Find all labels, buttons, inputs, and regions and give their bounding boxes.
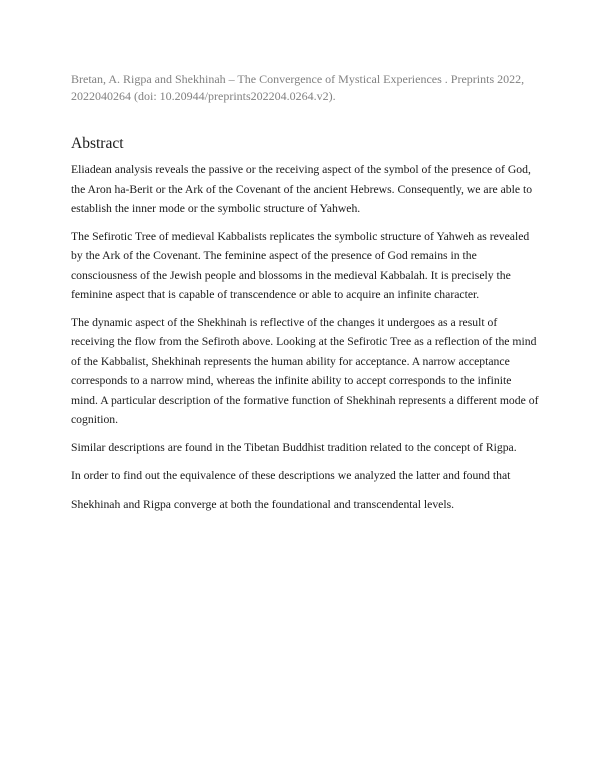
abstract-paragraph-3: The dynamic aspect of the Shekhinah is reflective of the changes it undergoes as a result of receiving the flow from the Sefiroth above. Looking at the Sefirotic Tree as a reflection of the mind of the Kabbalist, Shekhinah represents the human ability for acceptance. A narrow acceptance corresponds to a narrow mind, whereas the infinite ability to accept corresponds to the infinite mind. A particular description of the formative function of Shekhinah represents a different mode of cognition. bbox=[71, 315, 539, 426]
abstract-heading: Abstract bbox=[71, 135, 124, 152]
abstract-paragraph-2: The Sefirotic Tree of medieval Kabbalists replicates the symbolic structure of Yahweh as revealed by the Ark of the Covenant. The feminine aspect of the presence of God remains in the consciousness of the Jewish people and blossoms in the medieval Kabbalah. It is precisely the feminine aspect that is capable of transcendence or able to acquire an infinite character. bbox=[71, 229, 530, 301]
citation-header: Bretan, A. Rigpa and Shekhinah – The Convergence of Mystical Experiences . Preprints 2022, 2022040264 (doi: 10.20944/preprints202204.0264.v2). bbox=[71, 72, 525, 103]
abstract-body bbox=[71, 160, 541, 522]
abstract-paragraph-5: In order to find out the equivalence of these descriptions we analyzed the latter and found that bbox=[71, 469, 511, 482]
abstract-paragraph-4: Similar descriptions are found in the Tibetan Buddhist tradition related to the concept of Rigpa. bbox=[71, 440, 517, 454]
abstract-paragraph-6: Shekhinah and Rigpa converge at both the foundational and transcendental levels. bbox=[71, 497, 455, 511]
abstract-paragraph-1: Eliadean analysis reveals the passive or the receiving aspect of the symbol of the presence of God, the Aron ha-Berit or the Ark of the Covenant of the ancient Hebrews. Consequently, we are able to establish the inner mode or the symbolic structure of Yahweh. bbox=[71, 163, 533, 215]
